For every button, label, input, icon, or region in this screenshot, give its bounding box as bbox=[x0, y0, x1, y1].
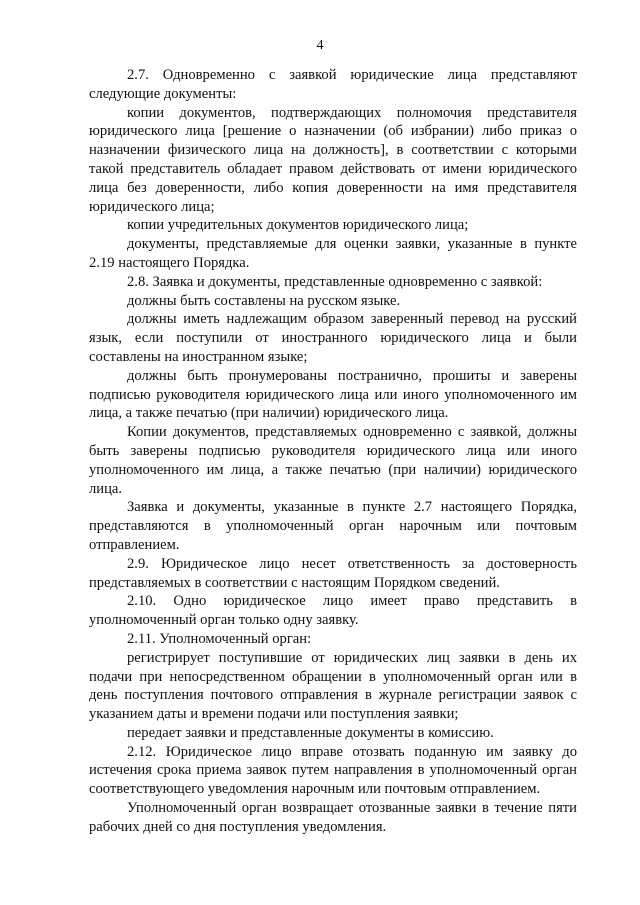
paragraph-transfer: передает заявки и представленные документы в комиссию. bbox=[127, 724, 494, 741]
paragraph-2-7: 2.7. Одновременно с заявкой юридические лица представляют следующие документы: bbox=[89, 67, 577, 102]
paragraph-russian-language: должны быть составлены на русском языке. bbox=[127, 292, 401, 309]
page-number: 4 bbox=[316, 38, 324, 53]
paragraph-numbering: должны быть пронумерованы постранично, прошиты и заверены подписью руководителя юридического лица или иного уполномоченного им лица, а также печатью (при наличии) юридического лица. bbox=[89, 367, 577, 422]
paragraph-2-11: 2.11. Уполномоченный орган: bbox=[127, 630, 312, 647]
paragraph-copies-certified: Копии документов, представляемых одновременно с заявкой, должны быть заверены подписью руководителя юридического лица или иного уполномоченного им лица, а также печатью (при наличии) юридического лица. bbox=[89, 424, 577, 497]
paragraph-founding-docs: копии учредительных документов юридического лица; bbox=[127, 217, 469, 234]
paragraph-submission: Заявка и документы, указанные в пункте 2.7 настоящего Порядка, представляются в уполномоченный орган нарочным или почтовым отправлением. bbox=[89, 499, 577, 553]
paragraph-registration: регистрирует поступившие от юридических лиц заявки в день их подачи при непосредственном обращении в уполномоченный орган или в день поступления почтового отправления в журнале регистрации заявок с указанием даты и времени подачи или поступления заявки; bbox=[89, 649, 577, 723]
paragraph-translation: должны иметь надлежащим образом заверенный перевод на русский язык, если поступили от иностранного юридического лица и были составлены на иностранном языке; bbox=[89, 311, 577, 365]
paragraph-2-10: 2.10. Одно юридическое лицо имеет право представить в уполномоченный орган только одну заявку. bbox=[89, 593, 577, 629]
paragraph-2-8: 2.8. Заявка и документы, представленные одновременно с заявкой: bbox=[127, 273, 543, 290]
paragraph-evaluation-docs: документы, представляемые для оценки заявки, указанные в пункте 2.19 настоящего Порядка. bbox=[89, 236, 577, 271]
paragraph-representative-docs: копии документов, подтверждающих полномочия представителя юридического лица [решение о назначении (об избрании) либо приказ о назначении физического лица на должность], в соответствии с которыми такой представитель обладает правом действовать от имени юридического лица без доверенности, либо копия доверенности на имя представителя юридического лица; bbox=[89, 104, 577, 215]
document-body bbox=[89, 66, 577, 837]
paragraph-2-12: 2.12. Юридическое лицо вправе отозвать поданную им заявку до истечения срока приема заявок путем направления в уполномоченный орган соответствующего уведомления нарочным или почтовым отправлением. bbox=[89, 743, 577, 798]
paragraph-return: Уполномоченный орган возвращает отозванные заявки в течение пяти рабочих дней со дня поступления уведомления. bbox=[89, 800, 577, 835]
paragraph-2-9: 2.9. Юридическое лицо несет ответственность за достоверность представляемых в соответствии с настоящим Порядком сведений. bbox=[89, 555, 577, 591]
